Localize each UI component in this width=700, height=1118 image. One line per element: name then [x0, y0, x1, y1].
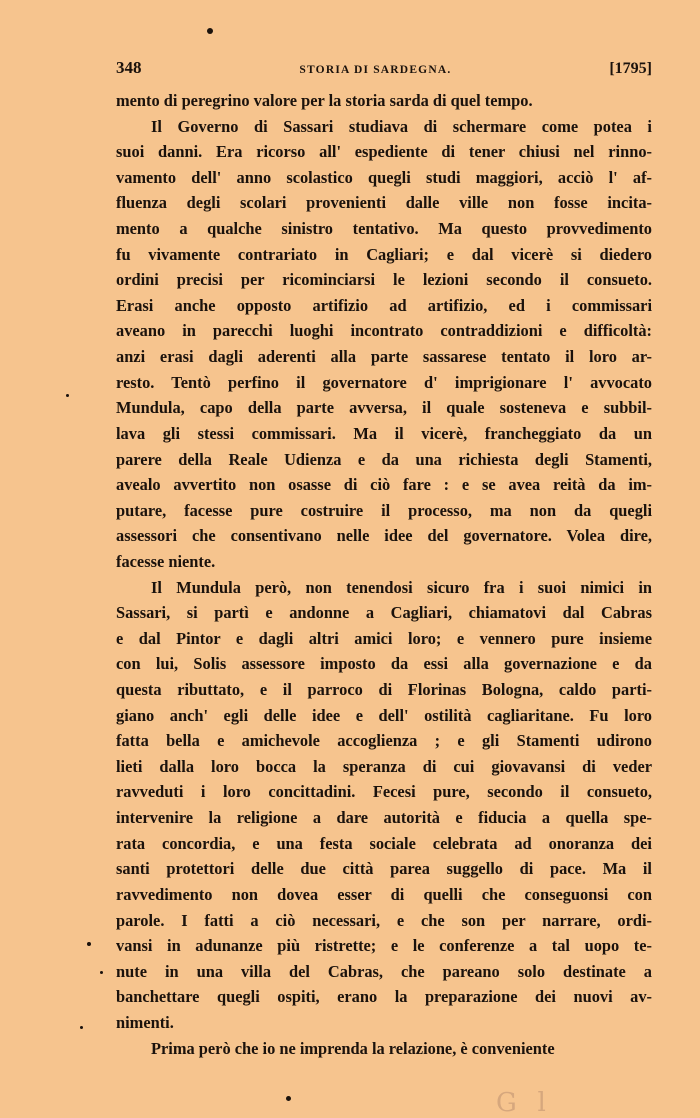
text-line: vamento dell' anno scolastico quegli studi maggiori, acciò l' af-	[116, 167, 652, 187]
text-line: lieti dalla loro bocca la speranza di cui giovavansi di veder	[116, 756, 652, 776]
text-line: Mundula, capo della parte avversa, il quale sosteneva e subbil-	[116, 398, 652, 418]
paragraph	[116, 88, 652, 114]
text-line: con lui, Solis assessore imposto da essi alla governazione e da	[116, 654, 652, 674]
text-line: lava gli stessi commissari. Ma il vicerè, francheggiato da un	[116, 423, 652, 443]
body-text	[116, 88, 652, 1061]
text-line: aveano in parecchi luoghi incontrato contraddizioni e difficoltà:	[116, 321, 652, 341]
paragraph	[116, 114, 652, 575]
text-line: avealo avvertito non osasse di ciò fare : e se avea reità da im-	[116, 475, 652, 495]
watermark-fragment: G l	[496, 1088, 546, 1118]
text-line: rata concordia, e una festa sociale celebrata ad onoranza dei	[116, 833, 652, 853]
scan-speck	[80, 1026, 83, 1029]
page-header	[116, 58, 652, 82]
page-number: 348	[116, 58, 142, 77]
text-line: intervenire la religione a dare autorità e fiducia a quella spe-	[116, 808, 652, 828]
scan-speck	[207, 28, 213, 34]
text-line: giano anch' egli delle idee e dell' ostilità cagliaritane. Fu loro	[116, 705, 652, 725]
scan-speck	[286, 1096, 291, 1101]
text-line: ordini precisi per ricominciarsi le lezioni secondo il consueto.	[116, 270, 652, 290]
scan-speck	[87, 942, 91, 946]
text-line: santi protettori delle due città parea suggello di pace. Ma il	[116, 859, 652, 879]
running-title: STORIA DI SARDEGNA.	[299, 64, 452, 76]
text-line: resto. Tentò perfino il governatore d' imprigionare l' avvocato	[116, 372, 652, 392]
text-line: ravvedimento non dovea esser di quelli che conseguonsi con	[116, 884, 652, 904]
text-line: anzi erasi dagli aderenti alla parte sassarese tentato il loro ar-	[116, 347, 652, 367]
text-line: Erasi anche opposto artifizio ad artifizio, ed i commissari	[116, 295, 652, 315]
text-line: nimenti.	[116, 1012, 174, 1032]
text-line: Prima però che io ne imprenda la relazione, è conveniente	[151, 1038, 555, 1058]
text-line: mento a qualche sinistro tentativo. Ma questo provvedimento	[116, 219, 652, 239]
scan-speck	[100, 971, 103, 974]
text-line: assessori che consentivano nelle idee del governatore. Volea dire,	[116, 526, 652, 546]
scan-speck	[66, 394, 69, 397]
header-year: [1795]	[609, 60, 652, 77]
text-line: Il Mundula però, non tenendosi sicuro fra i suoi nimici in	[151, 577, 652, 597]
text-line: Sassari, si partì e andonne a Cagliari, chiamatovi dal Cabras	[116, 603, 652, 623]
text-line: fatta bella e amichevole accoglienza ; e gli Stamenti udirono	[116, 731, 652, 751]
paragraph	[116, 575, 652, 1036]
text-line: Il Governo di Sassari studiava di schermare come potea i	[151, 116, 652, 136]
text-line: ravveduti i loro concittadini. Fecesi pure, secondo il consueto,	[116, 782, 652, 802]
text-line: questa ributtato, e il parroco di Florinas Bologna, caldo parti-	[116, 680, 652, 700]
text-line: facesse niente.	[116, 551, 216, 571]
text-line: vansi in adunanze più ristrette; e le conferenze a tal uopo te-	[116, 936, 652, 956]
text-line: putare, facesse pure costruire il processo, ma non da quegli	[116, 500, 652, 520]
text-line: parole. I fatti a ciò necessari, e che son per narrare, ordi-	[116, 910, 652, 930]
text-line: suoi danni. Era ricorso all' espediente di tener chiusi nel rinno-	[116, 142, 652, 162]
text-line: parere della Reale Udienza e da una richiesta degli Stamenti,	[116, 449, 652, 469]
text-line: banchettare quegli ospiti, erano la preparazione dei nuovi av-	[116, 987, 652, 1007]
text-line: fu vivamente contrariato in Cagliari; e dal vicerè si diedero	[116, 244, 652, 264]
text-line: mento di peregrino valore per la storia sarda di quel tempo.	[116, 91, 533, 110]
text-line: nute in una villa del Cabras, che pareano solo destinate a	[116, 961, 652, 981]
text-line: e dal Pintor e dagli altri amici loro; e vennero pure insieme	[116, 628, 652, 648]
text-line: fluenza degli scolari provenienti dalle ville non fosse incita-	[116, 193, 652, 213]
paragraph	[116, 1036, 652, 1062]
